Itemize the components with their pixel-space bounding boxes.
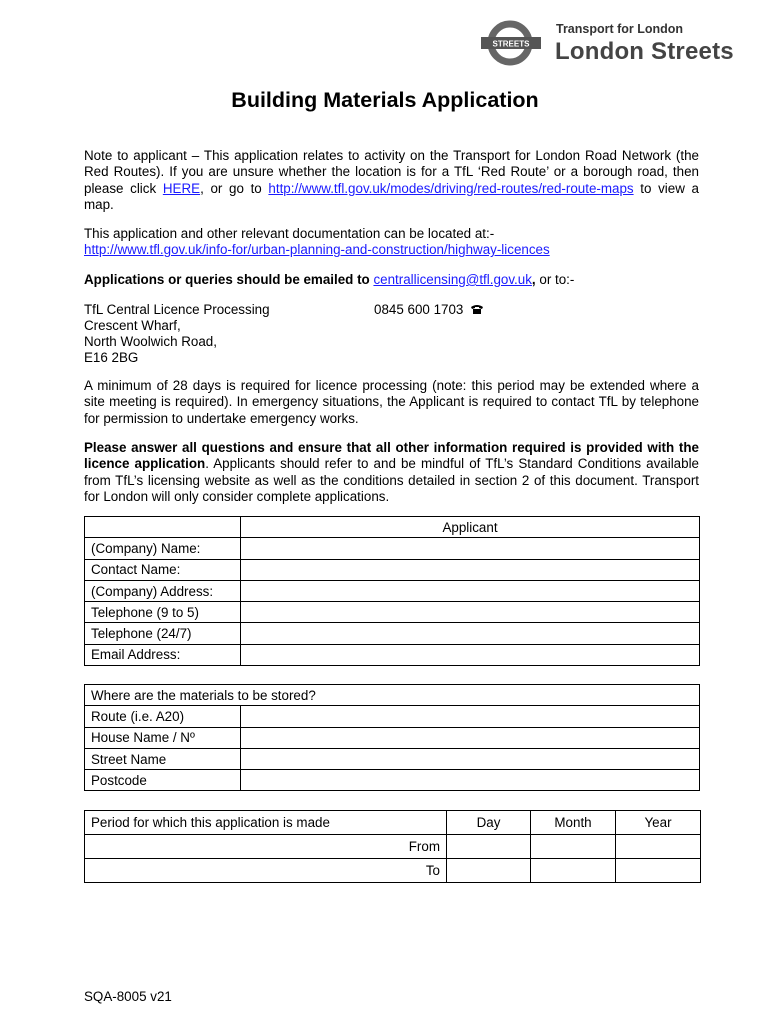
email-address-field[interactable] (241, 644, 700, 665)
table-row (85, 748, 700, 769)
street-name-label: Street Name (85, 748, 241, 769)
postcode-label: Postcode (85, 770, 241, 791)
table-row (85, 538, 700, 559)
email-line-bold: Applications or queries should be emailed to (84, 272, 374, 287)
table-row (85, 685, 700, 706)
page-title: Building Materials Application (231, 88, 539, 112)
telephone-day-field[interactable] (241, 602, 700, 623)
processing-time-paragraph: A minimum of 28 days is required for licence processing (note: this period may be extended where a site meeting is required). In emergency situations, the Applicant is required to contact TfL by telephone for permission to undertake emergency works. (84, 378, 699, 426)
here-link[interactable]: HERE (162, 180, 201, 196)
table-row (85, 580, 700, 601)
route-field[interactable] (241, 706, 700, 727)
instructions-rest: . Applicants should refer to and be mindful of TfL’s Standard Conditions available from TfL’s licensing website as well as the conditions detailed in section 2 of this document. Transport for London will only consider complete applications. (84, 456, 699, 505)
red-route-maps-link[interactable]: http://www.tfl.gov.uk/modes/driving/red-routes/red-route-maps (268, 180, 634, 196)
company-address-field[interactable] (241, 580, 700, 601)
period-table (84, 810, 701, 883)
note-text-a: Note to applicant – This application relates to activity on the Transport for London Road Network (the Red Routes). If you are unsure whether the location is for a TfL ‘Red Route’ or a borough road, then please click (84, 148, 699, 196)
table-row (85, 706, 700, 727)
documentation-text: This application and other relevant documentation can be located at:- (84, 226, 495, 241)
address-line-2: Crescent Wharf, (84, 318, 181, 333)
to-day-field[interactable] (447, 859, 531, 883)
from-month-field[interactable] (531, 835, 616, 859)
phone-number-block (374, 302, 484, 317)
table-row (85, 859, 701, 883)
logo-subtitle: Transport for London (556, 22, 684, 36)
table-row (85, 727, 700, 748)
from-day-field[interactable] (447, 835, 531, 859)
email-line-after: or to:- (535, 272, 575, 287)
highway-licences-link[interactable]: http://www.tfl.gov.uk/info-for/urban-planning-and-construction/highway-licences (84, 242, 550, 258)
tfl-roundel-icon (480, 20, 548, 66)
table-row (85, 559, 700, 580)
document-reference: SQA-8005 v21 (84, 989, 172, 1004)
table-row (85, 517, 700, 538)
email-address-label: Email Address: (85, 644, 241, 665)
telephone-24-7-field[interactable] (241, 623, 700, 644)
from-label: From (85, 835, 447, 859)
postcode-field[interactable] (241, 770, 700, 791)
to-month-field[interactable] (531, 859, 616, 883)
storage-location-table (84, 684, 700, 791)
contact-name-field[interactable] (241, 559, 700, 580)
logo-main-text: London Streets (555, 38, 734, 65)
table-row (85, 623, 700, 644)
year-column-header: Year (616, 811, 701, 835)
email-line: Applications or queries should be emailed to centrallicensing@tfl.gov.uk, or to:- (84, 272, 575, 287)
phone-number: 0845 600 1703 (374, 302, 464, 317)
email-link[interactable]: centrallicensing@tfl.gov.uk (373, 272, 532, 287)
telephone-day-label: Telephone (9 to 5) (85, 602, 241, 623)
note-text-b: , or go to (200, 180, 269, 196)
street-name-field[interactable] (241, 748, 700, 769)
address-line-3: North Woolwich Road, (84, 334, 217, 349)
applicant-table (84, 516, 700, 666)
telephone-24-7-label: Telephone (24/7) (85, 623, 241, 644)
instructions-paragraph (84, 440, 699, 506)
to-label: To (85, 859, 447, 883)
note-paragraph (84, 148, 699, 214)
table-row (85, 602, 700, 623)
note-text-c: to view a map. (84, 180, 699, 213)
to-year-field[interactable] (616, 859, 701, 883)
telephone-icon (470, 304, 484, 315)
route-label: Route (i.e. A20) (85, 706, 241, 727)
company-name-field[interactable] (241, 538, 700, 559)
company-name-label: (Company) Name: (85, 538, 241, 559)
company-address-label: (Company) Address: (85, 580, 241, 601)
house-name-field[interactable] (241, 727, 700, 748)
table-row (85, 644, 700, 665)
day-column-header: Day (447, 811, 531, 835)
contact-name-label: Contact Name: (85, 559, 241, 580)
instructions-bold: Please answer all questions and ensure that all other information required is provided with the licence application (84, 440, 699, 472)
address-line-4: E16 2BG (84, 350, 139, 365)
roundel-text: STREETS (492, 39, 530, 49)
tfl-london-streets-logo (480, 18, 750, 68)
table-row (85, 835, 701, 859)
table-row (85, 770, 700, 791)
month-column-header: Month (531, 811, 616, 835)
period-header: Period for which this application is made (85, 811, 447, 835)
storage-header: Where are the materials to be stored? (85, 685, 700, 706)
from-year-field[interactable] (616, 835, 701, 859)
table-row (85, 811, 701, 835)
house-name-label: House Name / Nº (85, 727, 241, 748)
address-line-1: TfL Central Licence Processing (84, 302, 270, 317)
applicant-header: Applicant (241, 517, 700, 538)
documentation-paragraph (84, 226, 699, 259)
